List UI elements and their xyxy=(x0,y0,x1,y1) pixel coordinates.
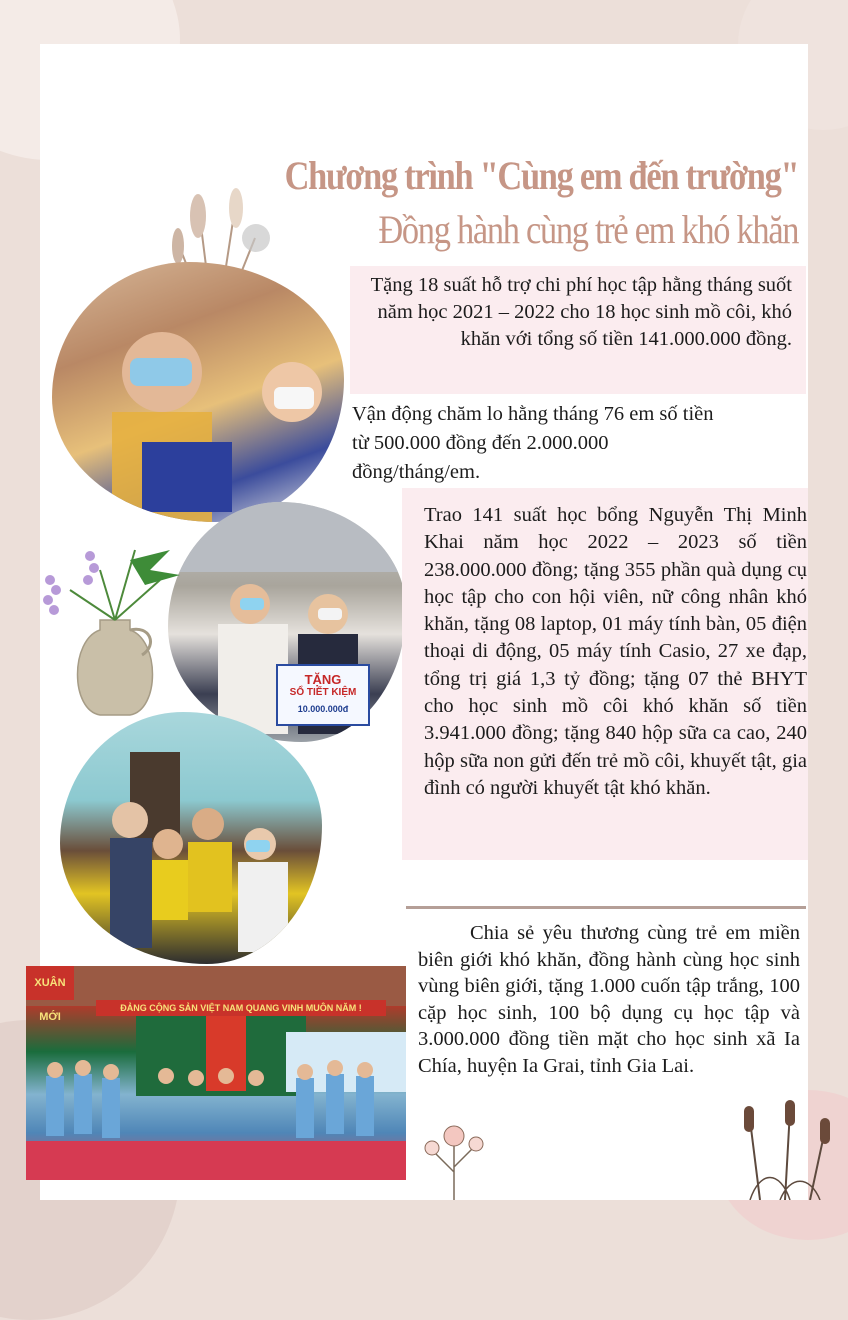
photo-banner: ĐẢNG CỘNG SẢN VIỆT NAM QUANG VINH MUÔN NĂM ! xyxy=(96,1000,386,1016)
photo-banner-corner: XUÂN MỚI xyxy=(26,966,74,1000)
paragraph-border-children: Chia sẻ yêu thương cùng trẻ em miền biên giới khó khăn, đồng hành cùng học sinh vùng biên giới, tặng 1.000 cuốn tập trắng, 100 cặp học sinh, 100 bộ dụng cụ học tập và 3.000.000 đồng tiền mặt cho học sinh xã Ia Chía, huyện Ia Grai, tỉnh Gia Lai. xyxy=(418,922,800,1077)
photo-children-receiving-gift xyxy=(60,712,322,964)
title-line-2: Đồng hành cùng trẻ em khó khăn xyxy=(378,207,798,252)
sign-line-3: 10.000.000đ xyxy=(297,704,349,714)
paragraph-scholarships: Trao 141 suất học bổng Nguyễn Thị Minh Khai năm học 2022 – 2023 số tiền 238.000.000 đồng; tặng 355 phần quà dụng cụ học tập cho con hội viên, nữ công nhân khó khăn, tặng 08 laptop, 01 máy tính bàn, 05 điện thoại di động, 05 máy tính Casio, 27 xe đạp, tổng trị giá 1,3 tỷ đồng; tặng 07 thẻ BHYT cho học sinh mồ côi khó khăn số tiền 3.941.000 đồng; tặng 840 hộp sữa ca cao, 240 hộp sữa non gửi đến trẻ mồ côi, khuyết tật, gia đình có người khuyết tật khó khăn. xyxy=(424,504,807,799)
sign-line-2: SỔ TIẾT KIỆM xyxy=(289,687,357,698)
paragraph-tuition-support: Tặng 18 suất hỗ trợ chi phí học tập hằng tháng suốt năm học 2021 – 2022 cho 18 học sinh mồ côi, khó khăn với tổng số tiền 141.000.000 đồng. xyxy=(370,274,792,350)
paragraph-monthly-care: Vận động chăm lo hằng tháng 76 em số tiền từ 500.000 đồng đến 2.000.000 đồng/tháng/em. xyxy=(352,403,714,483)
sign-line-1: TẶNG xyxy=(304,672,342,687)
photo-border-school-group xyxy=(26,966,406,1180)
flower-sketch-icon xyxy=(414,1112,494,1200)
section-divider xyxy=(406,906,806,909)
title-line-1: Chương trình "Cùng em đến trường" xyxy=(284,153,798,198)
photo-volunteer-giving-gift xyxy=(52,262,344,522)
cattail-plant-icon xyxy=(730,1100,840,1200)
vase-flowers-icon xyxy=(30,530,180,720)
